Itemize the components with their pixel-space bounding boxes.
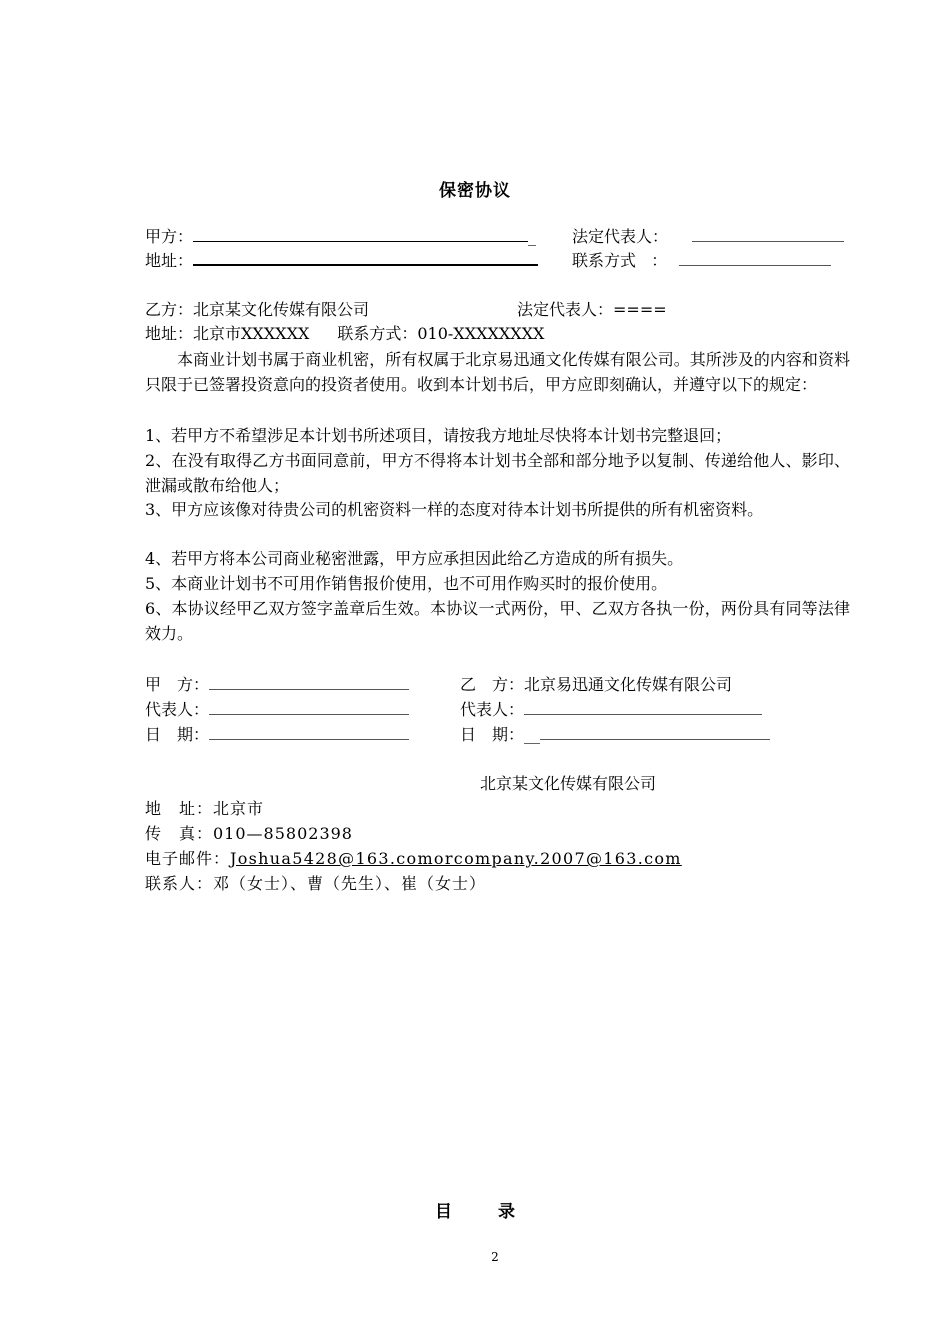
party-a-contact-line	[572, 249, 831, 273]
sign-rep-b	[460, 698, 762, 722]
sign-date-b	[460, 723, 770, 747]
sign-date-a-blank	[209, 725, 409, 740]
toc-heading-char-1: 目	[435, 1202, 452, 1222]
body-paragraph-rule-5: 5、本商业计划书不可用作销售报价使用，也不可用作购买时的报价使用。	[145, 574, 668, 593]
sign-rep-a-label: 代表人：	[145, 700, 210, 719]
body-paragraph-rule-2: 2、在没有取得乙方书面同意前，甲方不得将本计划书全部和部分地予以复制、传递给他人、影印、泄漏或散布给他人；	[145, 451, 850, 495]
party-a-contact-label: 联系方式 ：	[572, 251, 668, 270]
sign-party-a-blank	[209, 675, 409, 690]
sign-date-b-label: 日 期：	[460, 725, 525, 744]
body-paragraph-rule-1: 1、若甲方不希望涉足本计划书所述项目，请按我方地址尽快将本计划书完整退回；	[145, 426, 732, 445]
contact-address: 地 址：北京市	[145, 799, 265, 818]
sign-date-a-label: 日 期：	[145, 725, 210, 744]
sign-party-b-label: 乙 方：	[460, 675, 525, 694]
toc-heading	[0, 1197, 950, 1222]
sign-rep-a	[145, 698, 409, 722]
sign-date-b-blank	[540, 725, 770, 740]
document-title: 保密协议	[439, 181, 511, 201]
contact-email-link[interactable]: Joshua5428@163.comorcompany.2007@163.com	[230, 849, 682, 868]
body-paragraph-rule-6: 6、本协议经甲乙双方签字盖章后生效。本协议一式两份，甲、乙双方各执一份，两份具有同等法律效力。	[145, 599, 850, 643]
sign-party-a	[145, 673, 409, 697]
sign-rep-b-blank	[524, 700, 762, 715]
body-paragraph-rule-4: 4、若甲方将本公司商业秘密泄露，甲方应承担因此给乙方造成的所有损失。	[145, 549, 684, 568]
sign-party-b-name: 北京易迅通文化传媒有限公司	[524, 675, 733, 694]
party-a-address-label: 地址：	[145, 251, 194, 270]
party-a-blank	[193, 227, 528, 242]
party-a-line	[145, 225, 536, 249]
party-a-address-blank	[193, 250, 538, 266]
party-b-address-line	[145, 322, 544, 346]
sign-date-a	[145, 723, 409, 747]
contact-persons: 联系人：邓（女士）、曹（先生）、崔（女士）	[145, 874, 487, 893]
page-number: 2	[491, 1250, 499, 1264]
contact-email-label: 电子邮件：	[145, 849, 231, 868]
sign-party-b	[460, 673, 732, 697]
party-a-contact-blank	[679, 251, 831, 266]
body-paragraph-rule-3: 3、甲方应该像对待贵公司的机密资料一样的态度对待本计划书所提供的所有机密资料。	[145, 500, 764, 519]
party-a-rep-line	[572, 225, 844, 249]
sign-rep-b-label: 代表人：	[460, 700, 525, 719]
footer-company: 北京某文化传媒有限公司	[480, 774, 657, 793]
body-paragraph-intro: 本商业计划书属于商业机密，所有权属于北京易迅通文化传媒有限公司。其所涉及的内容和资料只限于已签署投资意向的投资者使用。收到本计划书后，甲方应即刻确认，并遵守以下的规定：	[145, 350, 850, 394]
party-a-label: 甲方：	[145, 227, 194, 246]
party-a-address-line	[145, 249, 538, 273]
sign-rep-a-blank	[209, 700, 409, 715]
sign-date-b-trail: __	[524, 725, 541, 744]
party-b-contact: 联系方式：010-XXXXXXXX	[337, 324, 545, 343]
party-a-rep-label: 法定代表人：	[572, 227, 669, 246]
party-b-address: 地址：北京市XXXXXX	[145, 324, 310, 343]
party-b-name: 乙方：北京某文化传媒有限公司	[145, 300, 370, 319]
contact-email-line	[145, 847, 682, 871]
contact-fax: 传 真：010—85802398	[145, 824, 353, 843]
sign-party-a-label: 甲 方：	[145, 675, 210, 694]
toc-heading-char-2: 录	[498, 1202, 515, 1222]
party-a-rep-blank	[692, 227, 844, 242]
party-b-rep: 法定代表人：====	[517, 300, 667, 319]
party-a-trail: _	[528, 227, 537, 246]
